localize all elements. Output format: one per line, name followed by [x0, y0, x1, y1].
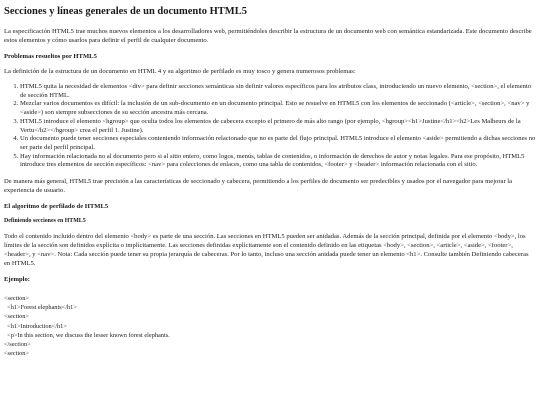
problems-list [4, 83, 536, 170]
list-item: 1. HTML5 quita la necesidad de elementos <div> para definir secciones semánticas sin definir valores específicos para los atributos class, introduciendo un nuevo elemento, <section>, el elemento de sección HTML. [20, 83, 536, 100]
algorithm-body: Todo el contenido incluido dentro del elemento <body> es parte de una sección. Las secciones en HTML5 pueden ser anidadas. Además de la sección principal, definida por el elemento <body>, los límites de la sección son definidos explícita o implícitamente. Las secciones definidas explícitamente son el contenido definido en las etiquetas <body>, <section>, <article>, <aside>, <footer>, <header>, y <nav>. Nota: Cada sección puede tener su propia jerarquía de cabeceras. Por lo tanto, incluso una sección anidada puede tener un elemento <h1>. Consulte también Definiendo cabeceras en HTML5. [4, 233, 529, 268]
algorithm-heading: El algoritmo de perfilado de HTML5 [4, 203, 109, 211]
code-line: <h1>Introduction</h1> [4, 322, 67, 330]
code-line: <h1>Forest elephants</h1> [4, 304, 77, 312]
page-title: Secciones y líneas generales de un documento HTML5 [4, 6, 247, 17]
intro-paragraph: La especificación HTML5 trae muchos nuevos elementos a los desarrolladores web, permitiéndoles describir la estructura de un documento web con semántica estandarizada. Este documento describe estos elementos y cómo usarlos para definir el perfil de cualquier documento. [4, 28, 532, 44]
list-item: 4. Un documento puede tener secciones especiales conteniendo información relacionado que no es parte del flujo principal. HTML5 introduce el elemento <aside> permitiendo a dichas secciones no ser parte del perfil principal. [20, 135, 536, 152]
example-heading: Ejemplo: [4, 276, 31, 284]
problems-lead: La definición de la estructura de un documento en HTML 4 y su algoritmo de perfilado es muy tosco y genera numerosos problemas: [4, 68, 356, 75]
problems-heading: Problemas resueltos por HTML5 [4, 53, 97, 60]
code-line: <section> [4, 295, 29, 303]
code-line: </section> [4, 341, 31, 349]
list-item: 3. HTML5 introduce el elemento <hgroup> que oculta todos los elementos de cabecera excepto el primero de más alto rango (por ejemplo, <hgroup><h1>Justine</h1><h2>Les Malheurs de la Vertu</h2></hgroup> crea el perfil 1. Justine). [20, 118, 536, 135]
list-item: 2. Mezclar varios documentos es difícil: la inclusión de un sub-documento en un documento principal. Esto se resuelve en HTML5 con los elementos de seccionado (<article>, <section>, <nav> y <aside>) son siempre subsecciones de su sección ancestra más cercana. [20, 100, 536, 117]
code-line: <section> [4, 350, 29, 358]
code-example [4, 294, 536, 358]
defining-sections-heading: Definiendo secciones en HTML5 [4, 218, 86, 225]
code-line: <section> [4, 313, 29, 321]
problems-closing: De manera más general, HTML5 trae precisión a las características de seccionado y cabecera, permitiendo a los perfiles de documento ser predecibles y usados por el navegador para mejorar la experiencia de usuario. [4, 178, 513, 195]
list-item: 5. Hay información relacionada no al documento pero si al sitio entero, como logos, menús, tablas de contenidos, o información de derechos de autor y notas legales. Para ese propósito, HTML5 introduce tres elementos de sección específicos: <nav> para colecciones de enlaces, como una tabla de contenidos, <footer> y <header> información relacionada con el sitio. [20, 153, 536, 170]
code-line: <p>In this section, we discuss the lesser known forest elephants. [4, 331, 170, 339]
